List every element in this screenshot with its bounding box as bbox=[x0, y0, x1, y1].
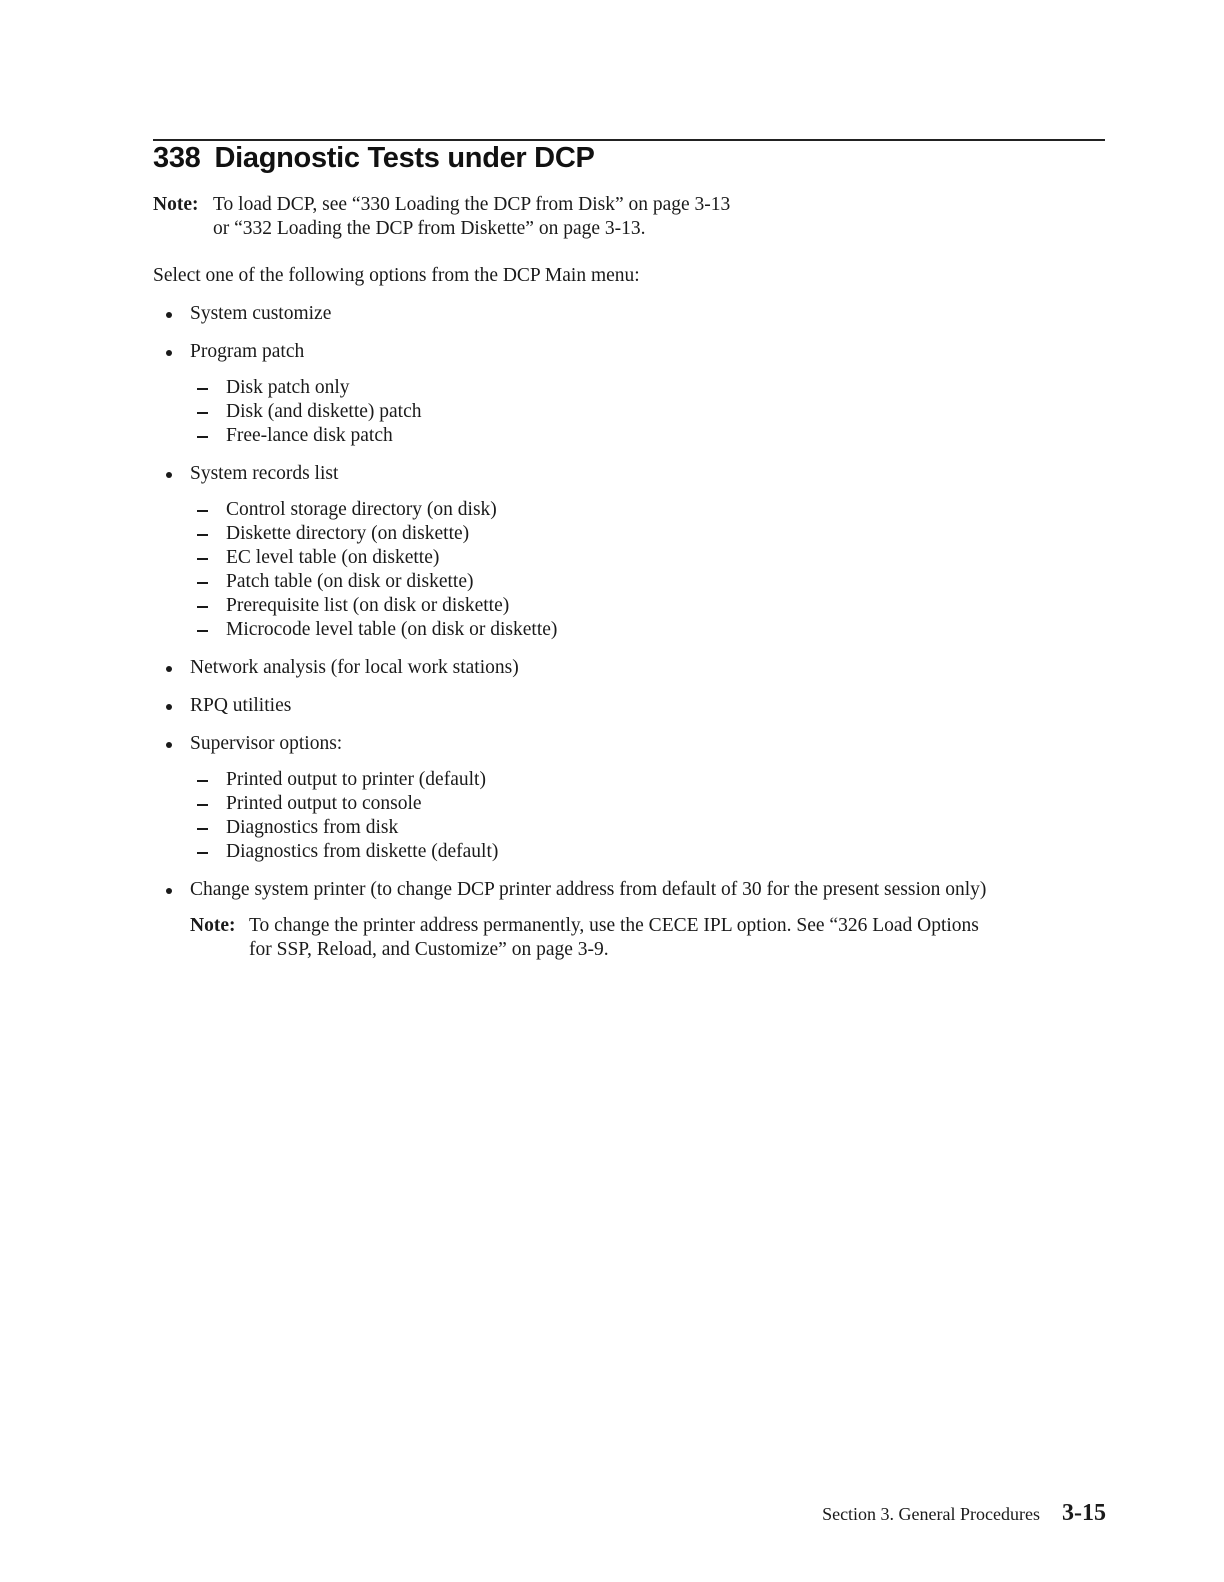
sub-option-label: Diagnostics from diskette (default) bbox=[226, 841, 499, 862]
option-item bbox=[163, 694, 986, 718]
sub-option-label: Printed output to printer (default) bbox=[226, 769, 486, 790]
page-footer bbox=[822, 1500, 1106, 1527]
sub-option-item bbox=[193, 498, 986, 522]
sub-option-item bbox=[193, 376, 986, 400]
note-line: To change the printer address permanently, use the CECE IPL option. See “326 Load Options bbox=[249, 915, 979, 936]
sub-option-label: Diskette directory (on diskette) bbox=[226, 523, 470, 544]
dash-icon bbox=[197, 804, 208, 806]
intro-paragraph: Select one of the following options from the DCP Main menu: bbox=[153, 265, 640, 286]
dash-icon bbox=[197, 606, 208, 608]
heading-rule bbox=[153, 139, 1105, 141]
sub-option-label: Free-lance disk patch bbox=[226, 425, 393, 446]
options-list bbox=[163, 302, 986, 976]
sub-option-label: Control storage directory (on disk) bbox=[226, 499, 497, 520]
dash-icon bbox=[197, 828, 208, 830]
note-line: for SSP, Reload, and Customize” on page 3-9. bbox=[249, 939, 609, 960]
option-label: Program patch bbox=[190, 341, 305, 362]
heading-title: Diagnostic Tests under DCP bbox=[214, 142, 595, 174]
option-label: System records list bbox=[190, 463, 339, 484]
sub-option-label: Printed output to console bbox=[226, 793, 422, 814]
sub-option-item bbox=[193, 840, 986, 864]
sub-option-item bbox=[193, 400, 986, 424]
sub-option-item bbox=[193, 816, 986, 840]
bullet-icon bbox=[166, 472, 172, 478]
dash-icon bbox=[197, 510, 208, 512]
option-label: Supervisor options: bbox=[190, 733, 343, 754]
sub-option-item bbox=[193, 570, 986, 594]
note-label: Note: bbox=[190, 915, 236, 936]
section-heading bbox=[153, 142, 595, 175]
note-load-dcp bbox=[153, 193, 730, 241]
sub-option-label: Prerequisite list (on disk or diskette) bbox=[226, 595, 510, 616]
sub-option-item bbox=[193, 594, 986, 618]
note-label: Note: bbox=[153, 194, 199, 215]
bullet-icon bbox=[166, 888, 172, 894]
option-item bbox=[163, 302, 986, 326]
option-item bbox=[163, 656, 986, 680]
sub-option-label: Microcode level table (on disk or diskette) bbox=[226, 619, 558, 640]
option-item bbox=[163, 340, 986, 448]
option-item bbox=[163, 732, 986, 864]
dash-icon bbox=[197, 534, 208, 536]
page-number: 3-15 bbox=[1062, 1500, 1106, 1526]
note-line: To load DCP, see “330 Loading the DCP from Disk” on page 3-13 bbox=[213, 194, 731, 215]
sub-option-label: Diagnostics from disk bbox=[226, 817, 399, 838]
sub-option-list bbox=[193, 376, 986, 448]
heading-number: 338 bbox=[153, 142, 201, 174]
option-label: Network analysis (for local work stations) bbox=[190, 657, 519, 678]
sub-option-list bbox=[193, 768, 986, 864]
sub-option-label: Patch table (on disk or diskette) bbox=[226, 571, 474, 592]
sub-option-label: EC level table (on diskette) bbox=[226, 547, 440, 568]
dash-icon bbox=[197, 630, 208, 632]
option-item bbox=[163, 878, 986, 962]
sub-option-label: Disk (and diskette) patch bbox=[226, 401, 422, 422]
dash-icon bbox=[197, 852, 208, 854]
bullet-icon bbox=[166, 312, 172, 318]
bullet-icon bbox=[166, 704, 172, 710]
sub-option-item bbox=[193, 792, 986, 816]
note-printer-address bbox=[190, 914, 986, 962]
sub-option-item bbox=[193, 768, 986, 792]
sub-option-item bbox=[193, 546, 986, 570]
bullet-icon bbox=[166, 350, 172, 356]
dash-icon bbox=[197, 558, 208, 560]
dash-icon bbox=[197, 436, 208, 438]
bullet-icon bbox=[166, 742, 172, 748]
dash-icon bbox=[197, 582, 208, 584]
sub-option-item bbox=[193, 522, 986, 546]
option-label: Change system printer (to change DCP printer address from default of 30 for the present session only) bbox=[190, 879, 987, 900]
sub-option-list bbox=[193, 498, 986, 642]
dash-icon bbox=[197, 780, 208, 782]
option-label: RPQ utilities bbox=[190, 695, 292, 716]
sub-option-item bbox=[193, 618, 986, 642]
dash-icon bbox=[197, 412, 208, 414]
bullet-icon bbox=[166, 666, 172, 672]
dash-icon bbox=[197, 388, 208, 390]
note-line: or “332 Loading the DCP from Diskette” on page 3-13. bbox=[213, 218, 646, 239]
footer-section: Section 3. General Procedures bbox=[822, 1504, 1040, 1524]
option-label: System customize bbox=[190, 303, 332, 324]
sub-option-item bbox=[193, 424, 986, 448]
option-item bbox=[163, 462, 986, 642]
sub-option-label: Disk patch only bbox=[226, 377, 350, 398]
